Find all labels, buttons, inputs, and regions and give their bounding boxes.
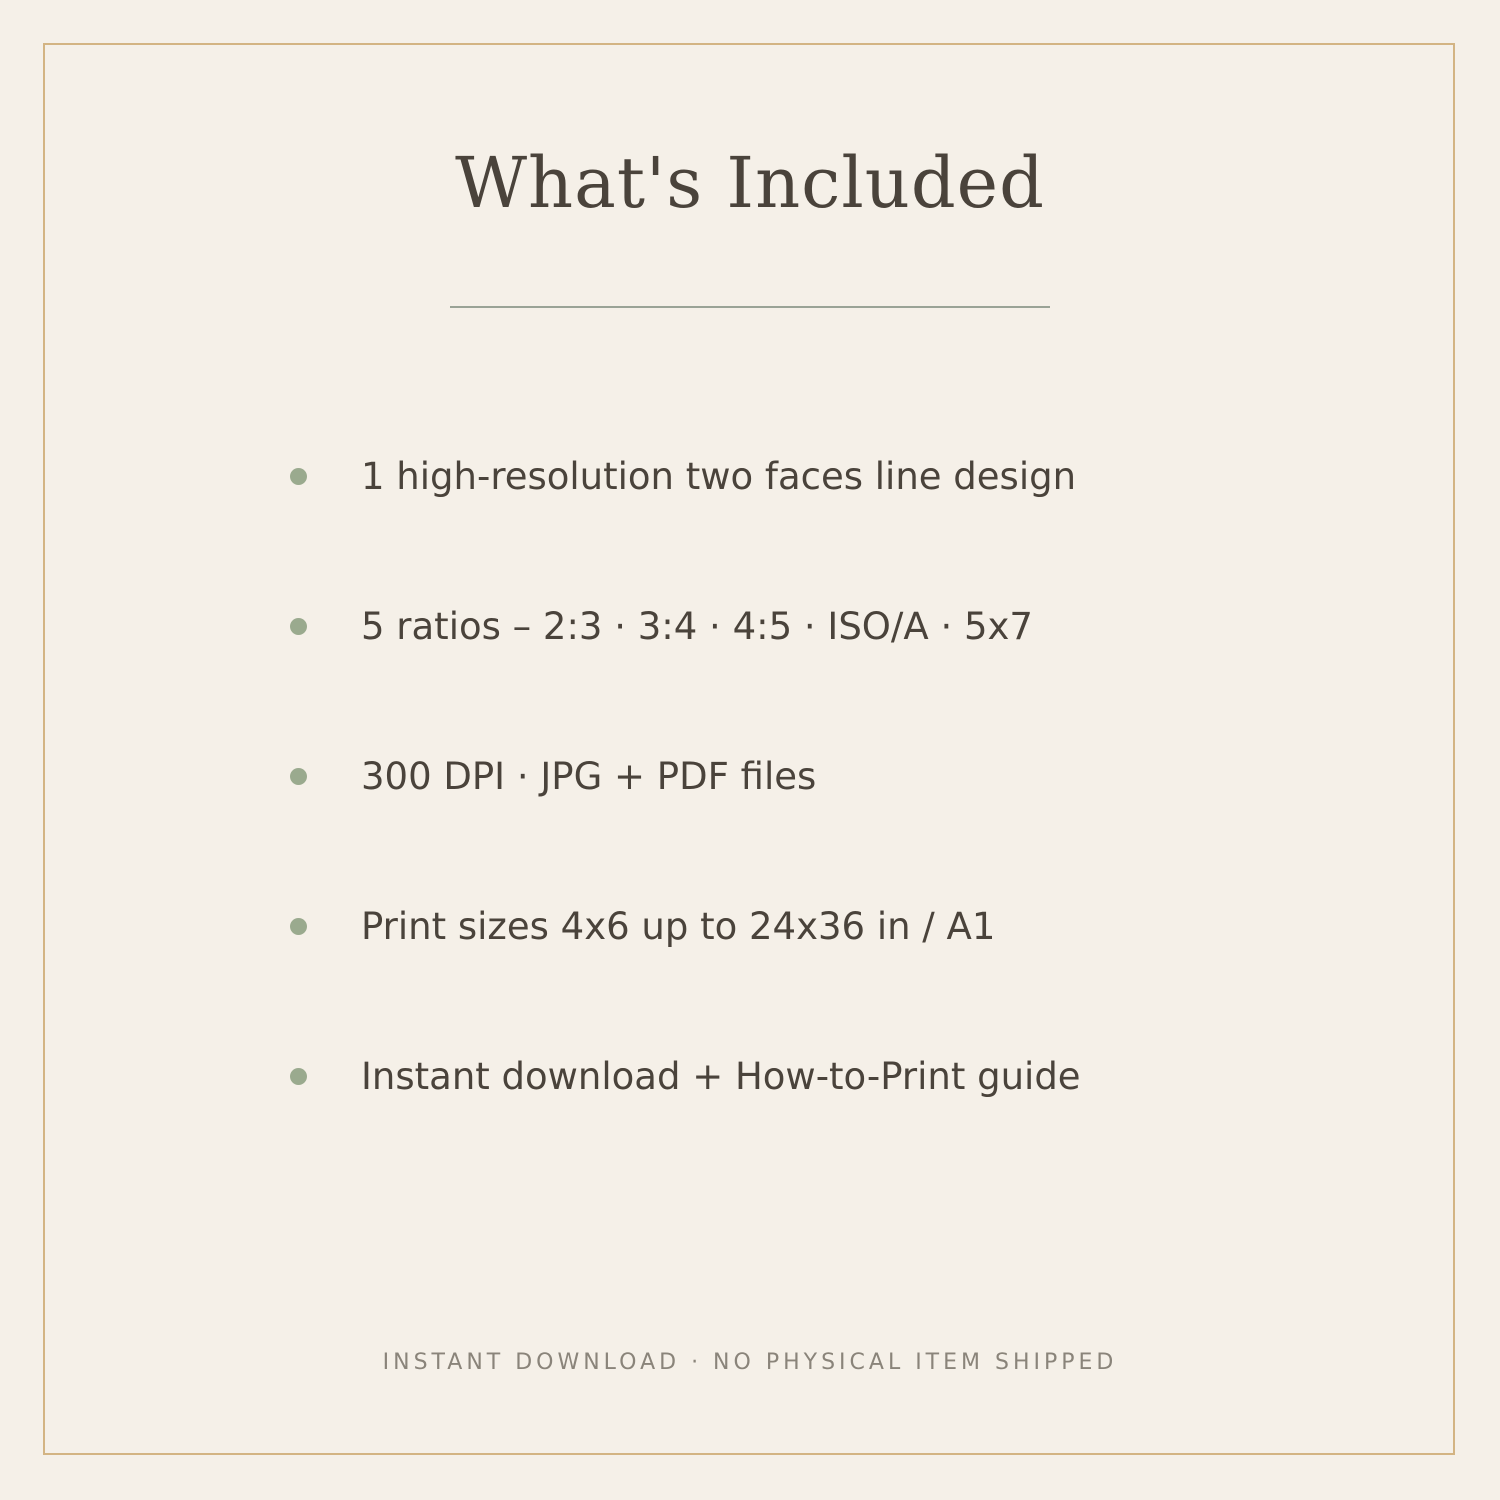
footer-note: INSTANT DOWNLOAD · NO PHYSICAL ITEM SHIPPED bbox=[382, 1350, 1118, 1375]
list-item bbox=[290, 896, 995, 956]
feature-label: 5 ratios – 2:3 · 3:4 · 4:5 · ISO/A · 5x7 bbox=[361, 604, 1033, 648]
list-item bbox=[290, 1046, 1081, 1106]
feature-label: 1 high-resolution two faces line design bbox=[361, 454, 1077, 498]
bullet-dot-icon bbox=[290, 618, 307, 635]
bullet-dot-icon bbox=[290, 468, 307, 485]
feature-label: Print sizes 4x6 up to 24x36 in / A1 bbox=[361, 904, 996, 948]
list-item bbox=[290, 596, 1033, 656]
bullet-dot-icon bbox=[290, 918, 307, 935]
list-item bbox=[290, 446, 1076, 506]
bullet-dot-icon bbox=[290, 768, 307, 785]
list-item bbox=[290, 746, 816, 806]
feature-label: 300 DPI · JPG + PDF files bbox=[361, 754, 817, 798]
feature-label: Instant download + How-to-Print guide bbox=[361, 1054, 1081, 1098]
bullet-dot-icon bbox=[290, 1068, 307, 1085]
page-title: What's Included bbox=[455, 142, 1045, 224]
